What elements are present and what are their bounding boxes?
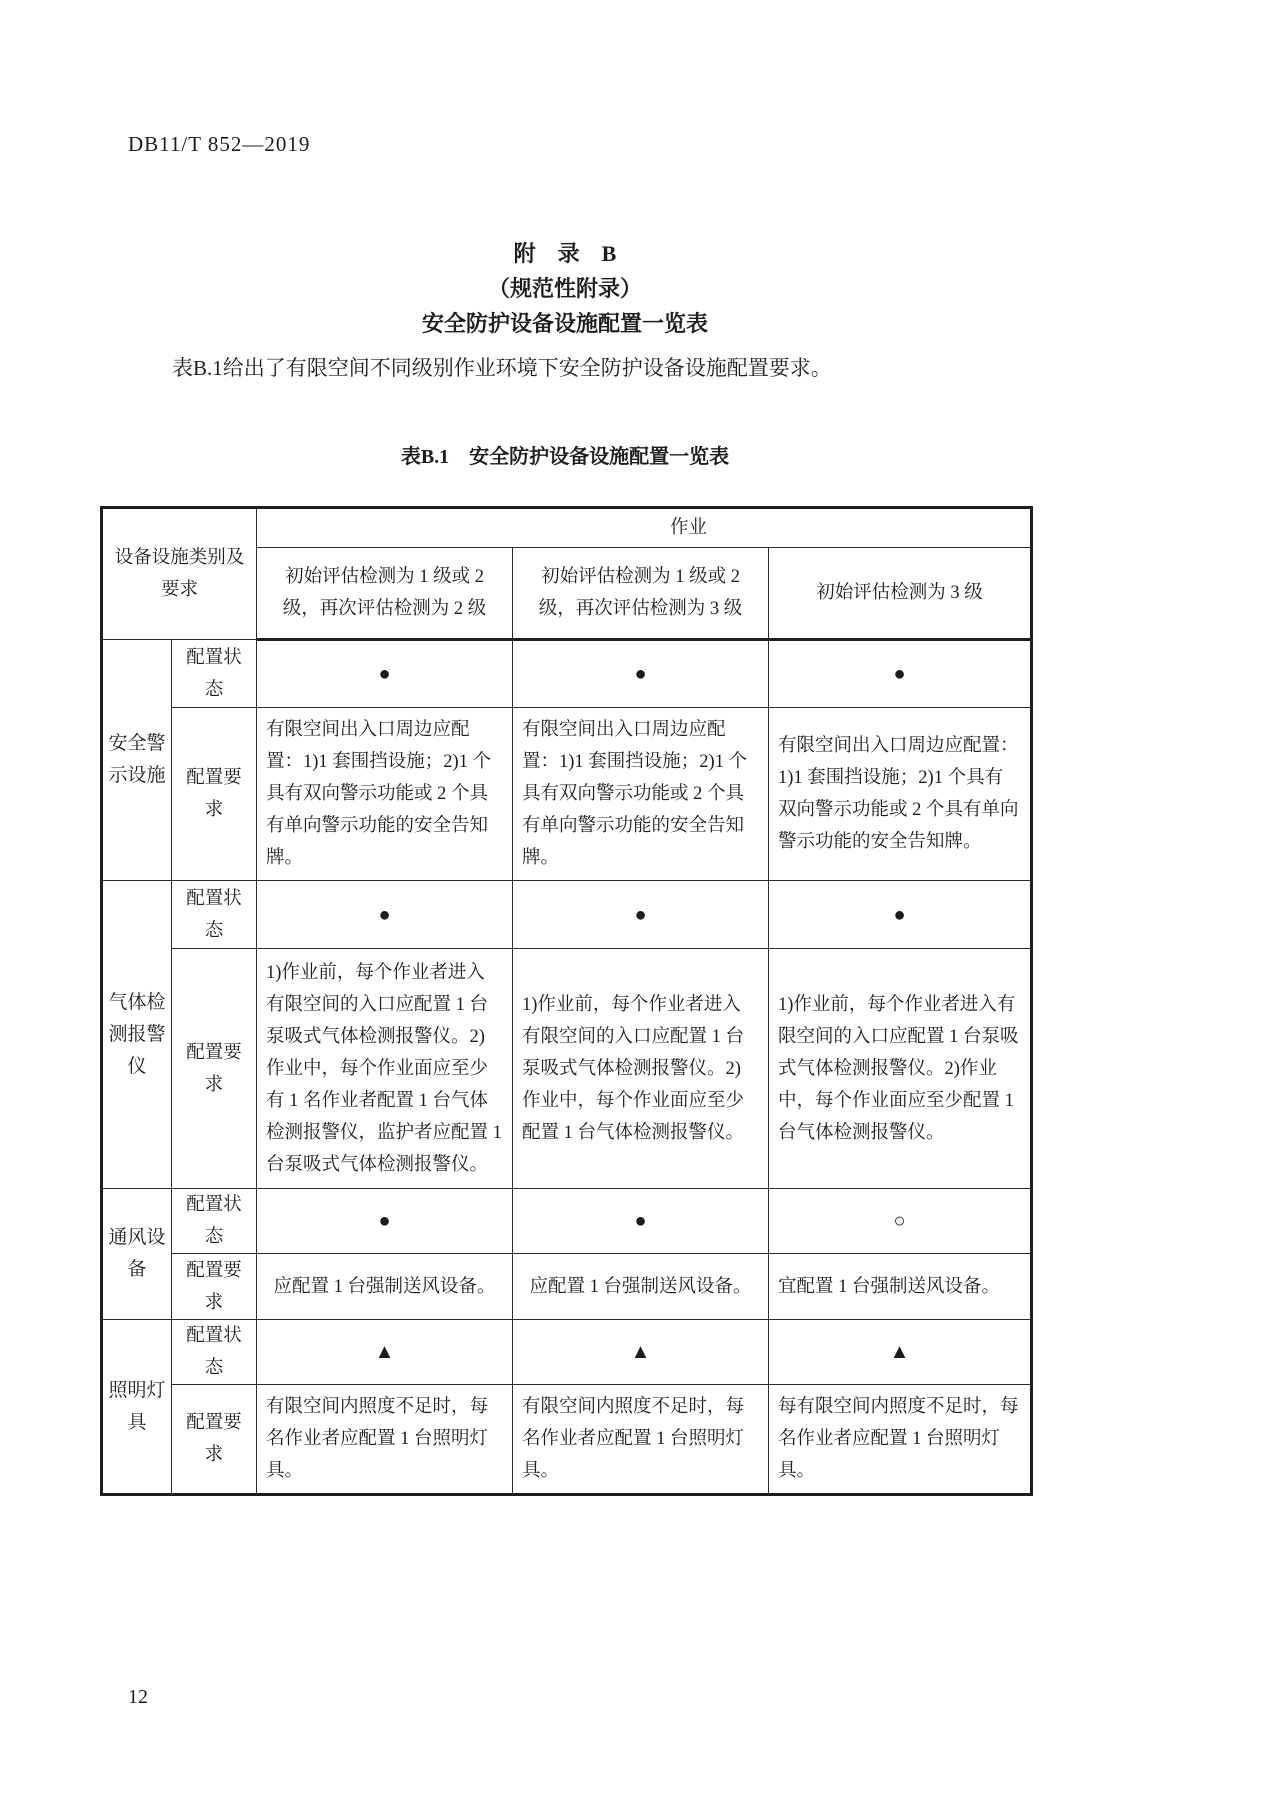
row-label-requirement: 配置要求 xyxy=(172,1254,257,1320)
table-row xyxy=(102,1385,1032,1495)
requirement-cell: 1)作业前，每个作业者进入有限空间的入口应配置 1 台泵吸式气体检测报警仪。2)作业中，每个作业面应至少配置 1 台气体检测报警仪。 xyxy=(769,949,1032,1189)
category-cell-lighting: 照明灯具 xyxy=(102,1320,172,1495)
requirement-cell: 有限空间出入口周边应配置：1)1 套围挡设施；2)1 个具有双向警示功能或 2 个具有单向警示功能的安全告知牌。 xyxy=(257,708,513,881)
appendix-subtitle: （规范性附录） xyxy=(487,276,642,301)
requirement-cell: 1)作业前，每个作业者进入有限空间的入口应配置 1 台泵吸式气体检测报警仪。2)作业中，每个作业面应至少配置 1 台气体检测报警仪。 xyxy=(513,949,769,1189)
column-header-1: 初始评估检测为 1 级或 2 级，再次评估检测为 2 级 xyxy=(257,548,513,640)
row-label-requirement: 配置要求 xyxy=(172,708,257,881)
table-row xyxy=(102,708,1032,881)
requirement-cell: 1)作业前，每个作业者进入有限空间的入口应配置 1 台泵吸式气体检测报警仪。2)作业中，每个作业面应至少有 1 名作业者配置 1 台气体检测报警仪，监护者应配置 1 台泵吸式气体检测报警仪。 xyxy=(257,949,513,1189)
requirement-cell: 有限空间出入口周边应配置：1)1 套围挡设施；2)1 个具有双向警示功能或 2 个具有单向警示功能的安全告知牌。 xyxy=(769,708,1032,881)
table-row xyxy=(102,1320,1032,1385)
table-row xyxy=(102,881,1032,949)
page-number: 12 xyxy=(128,1686,148,1708)
config-table xyxy=(100,506,1033,1496)
row-label-status: 配置状态 xyxy=(172,881,257,949)
status-symbol: ● xyxy=(513,1189,769,1254)
table-row xyxy=(102,1254,1032,1320)
requirement-cell: 有限空间出入口周边应配置：1)1 套围挡设施；2)1 个具有双向警示功能或 2 个具有单向警示功能的安全告知牌。 xyxy=(513,708,769,881)
requirement-cell: 应配置 1 台强制送风设备。 xyxy=(257,1254,513,1320)
status-symbol: ● xyxy=(513,881,769,949)
column-header-2: 初始评估检测为 1 级或 2 级，再次评估检测为 3 级 xyxy=(513,548,769,640)
requirement-cell: 有限空间内照度不足时，每名作业者应配置 1 台照明灯具。 xyxy=(257,1385,513,1495)
table-row xyxy=(102,640,1032,708)
status-symbol: ▲ xyxy=(513,1320,769,1385)
top-header-cell: 作业 xyxy=(257,508,1032,548)
row-label-requirement: 配置要求 xyxy=(172,1385,257,1495)
appendix-title-block xyxy=(100,236,1030,341)
table-caption: 表B.1 安全防护设备设施配置一览表 xyxy=(400,446,730,468)
status-symbol: ● xyxy=(257,640,513,708)
status-symbol: ● xyxy=(769,640,1032,708)
status-symbol: ▲ xyxy=(257,1320,513,1385)
row-label-status: 配置状态 xyxy=(172,1320,257,1385)
requirement-cell: 应配置 1 台强制送风设备。 xyxy=(513,1254,769,1320)
row-label-status: 配置状态 xyxy=(172,1189,257,1254)
appendix-name: 安全防护设备设施配置一览表 xyxy=(421,311,708,336)
row-label-status: 配置状态 xyxy=(172,640,257,708)
doc-code: DB11/T 852—2019 xyxy=(128,132,311,156)
appendix-title: 附 录 B xyxy=(513,241,617,266)
requirement-cell: 有限空间内照度不足时，每名作业者应配置 1 台照明灯具。 xyxy=(513,1385,769,1495)
requirement-cell: 每有限空间内照度不足时，每名作业者应配置 1 台照明灯具。 xyxy=(769,1385,1032,1495)
category-cell-ventilation: 通风设备 xyxy=(102,1189,172,1320)
status-symbol: ● xyxy=(769,881,1032,949)
status-symbol: ▲ xyxy=(769,1320,1032,1385)
intro-paragraph: 表B.1给出了有限空间不同级别作业环境下安全防护设备设施配置要求。 xyxy=(172,356,832,380)
row-label-requirement: 配置要求 xyxy=(172,949,257,1189)
category-cell-gas-detector: 气体检测报警仪 xyxy=(102,881,172,1189)
column-header-3: 初始评估检测为 3 级 xyxy=(769,548,1032,640)
corner-header-cell: 设备设施类别及要求 xyxy=(102,508,257,640)
table-row xyxy=(102,949,1032,1189)
table-header-row-1 xyxy=(102,508,1032,548)
status-symbol: ● xyxy=(257,1189,513,1254)
status-symbol: ● xyxy=(257,881,513,949)
table-row xyxy=(102,1189,1032,1254)
requirement-cell: 宜配置 1 台强制送风设备。 xyxy=(769,1254,1032,1320)
status-symbol: ● xyxy=(513,640,769,708)
category-cell-safety-warning: 安全警示设施 xyxy=(102,640,172,881)
status-symbol: ○ xyxy=(769,1189,1032,1254)
